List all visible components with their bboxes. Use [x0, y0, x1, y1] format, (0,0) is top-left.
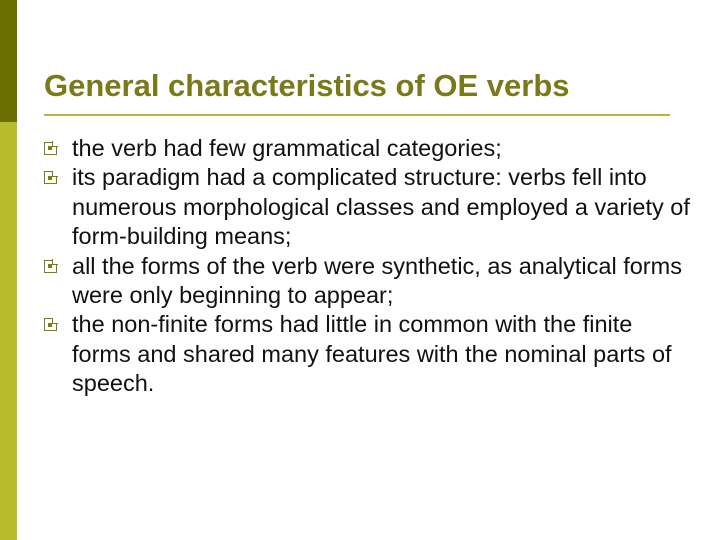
- bullet-item: [44, 310, 694, 398]
- slide-title: General characteristics of OE verbs: [44, 68, 570, 103]
- square-bullet-icon: [44, 171, 57, 184]
- square-bullet-icon: [44, 142, 57, 155]
- bullet-text: its paradigm had a complicated structure: verbs fell into numerous morphological classes and employed a variety of form-building means;: [72, 164, 690, 250]
- bullet-text: the non-finite forms had little in common with the finite forms and shared many features with the nominal parts of speech.: [72, 311, 672, 397]
- sidebar-accent-dark: [0, 0, 17, 122]
- bullet-item: [44, 134, 694, 163]
- bullet-text: the verb had few grammatical categories;: [72, 135, 502, 161]
- square-bullet-icon: [44, 318, 57, 331]
- title-underline: [44, 114, 670, 116]
- bullet-list: [44, 134, 694, 399]
- bullet-item: [44, 163, 694, 251]
- square-bullet-icon: [44, 260, 57, 273]
- bullet-item: [44, 252, 694, 311]
- bullet-text: all the forms of the verb were synthetic, as analytical forms were only beginning to appear;: [72, 252, 682, 309]
- sidebar-accent-light: [0, 122, 17, 540]
